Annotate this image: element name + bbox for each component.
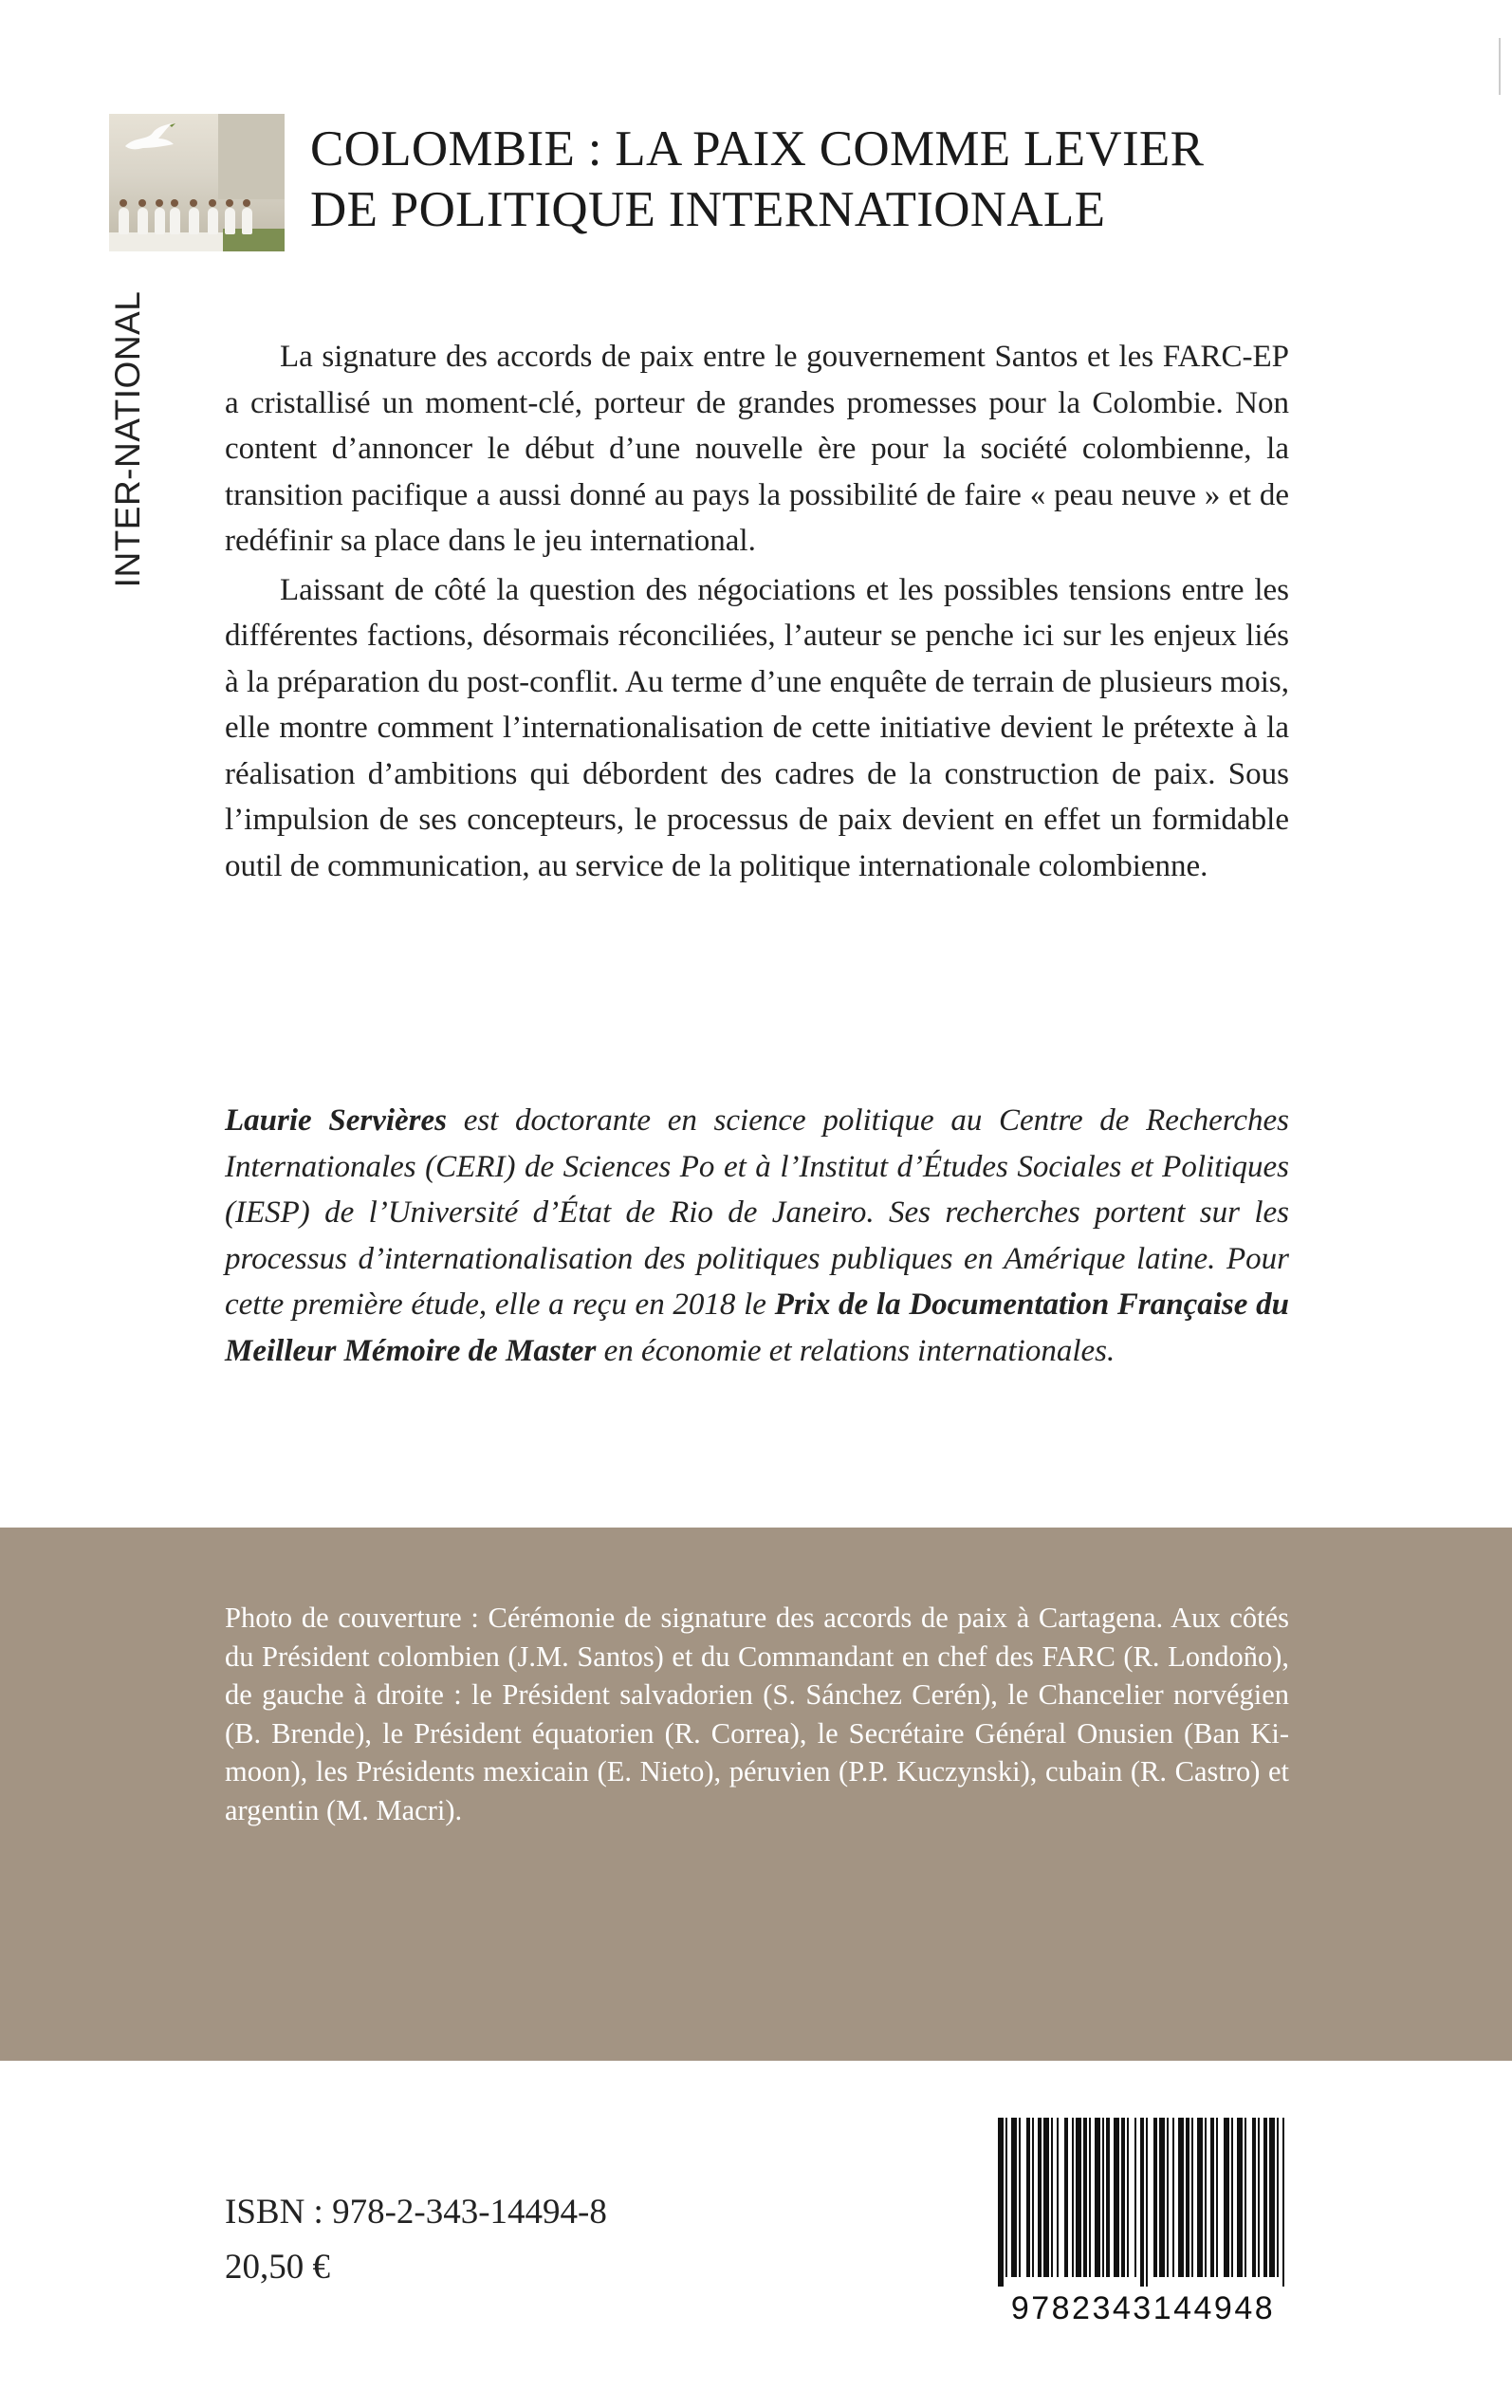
barcode-bar <box>1252 2118 1256 2277</box>
barcode-bar <box>1114 2118 1119 2277</box>
person-figure <box>225 208 235 234</box>
person-head <box>138 199 146 207</box>
summary-paragraph-2: Laissant de côté la question des négociations et les possibles tensions entre les différentes factions, désormais réconciliées, l’auteur se penche ici sur les enjeux liés à la préparation du post-conflit. Au terme d’une enquête de terrain de plusieurs mois, elle montre comment l’internationalisation de cette initiative devient le prétexte à la réalisation d’ambitions qui débordent des cadres de la construction de paix. Sous l’impulsion de ses concepteurs, le processus de paix devient en effet un formidable outil de communication, au service de la politique internationale colombienne. <box>225 572 1289 883</box>
book-summary <box>225 334 1289 889</box>
dove-icon <box>120 120 177 157</box>
barcode-bar <box>1089 2118 1091 2277</box>
barcode-bar <box>1153 2118 1157 2277</box>
book-title <box>310 119 1401 240</box>
barcode-bar <box>1269 2118 1275 2277</box>
barcode-bar <box>1019 2118 1021 2277</box>
person-head <box>226 199 233 207</box>
barcode-bar <box>1083 2118 1087 2277</box>
barcode-bar <box>1057 2118 1059 2277</box>
person-figure <box>155 208 165 234</box>
barcode <box>986 2118 1300 2331</box>
barcode-bar <box>1032 2118 1034 2277</box>
photo-caption: Photo de couverture : Cérémonie de signature des accords de paix à Cartagena. Aux côtés du Président colombien (J.M. Santos) et du Commandant en chef des FARC (R. Londoño), de gauche à droite : le Président salvadorien (S. Sánchez Cerén), le Chancelier norvégien (B. Brende), le Président équatorien (R. Correa), le Secrétaire Général Onusien (Ban Ki-moon), les Présidents mexicain (E. Nieto), péruvien (P.P. Kuczynski), cubain (R. Castro) et argentin (M. Macri). <box>225 1602 1289 1826</box>
series-label <box>100 270 157 607</box>
barcode-bar <box>1167 2118 1169 2277</box>
person-head <box>171 199 178 207</box>
summary-paragraph-1: La signature des accords de paix entre le gouvernement Santos et les FARC-EP a cristallisé un moment-clé, porteur de grandes promesses pour la Colombie. Non content d’annoncer le début d’une nouvelle ère pour la société colombienne, la transition pacifique a aussi donné au pays la possibilité de faire « peau neuve » et de redéfinir sa place dans le jeu international. <box>225 340 1289 558</box>
barcode-bar <box>1134 2118 1136 2277</box>
barcode-bar <box>1231 2118 1233 2277</box>
barcode-bar <box>1191 2118 1193 2277</box>
barcode-bar <box>1095 2118 1100 2277</box>
background-wall <box>218 114 285 199</box>
person-figure <box>242 208 252 234</box>
award-name: Prix de la Documentation Française du Meilleur Mémoire de Master <box>225 1287 1289 1368</box>
person-head <box>190 199 197 207</box>
series-label-text: INTER-NATIONAL <box>108 290 147 587</box>
book-title-line-1: COLOMBIE : LA PAIX COMME LEVIER <box>310 121 1205 176</box>
person-figure <box>189 208 199 234</box>
barcode-bar <box>1178 2118 1184 2277</box>
isbn: ISBN : 978-2-343-14494-8 <box>225 2193 607 2232</box>
author-bio-text-1: est doctorante en science politique au Centre de Recherches Internationales (CERI) de Sciences Po et à l’Institut d’Études Sociales et Politiques (IESP) de l’Université d’État de Rio de Janeiro. Ses recherches portent sur les processus d’internationalisation des politiques publiques en Amérique latine. Pour cette première étude, elle a reçu en 2018 le <box>225 1103 1289 1322</box>
barcode-number: 9782343144948 <box>1010 2290 1276 2326</box>
barcode-bar <box>1140 2118 1144 2287</box>
book-title-line-2: DE POLITIQUE INTERNATIONALE <box>310 182 1106 237</box>
barcode-bar <box>1072 2118 1074 2277</box>
barcode-bar <box>998 2118 1004 2287</box>
barcode-bar <box>1159 2118 1165 2277</box>
barcode-bar <box>1224 2118 1229 2277</box>
person-head <box>243 199 250 207</box>
crop-mark <box>1499 38 1501 95</box>
barcode-bars <box>996 2118 1290 2287</box>
barcode-bar <box>1121 2118 1125 2277</box>
barcode-bar <box>1043 2118 1049 2277</box>
barcode-bar <box>1064 2118 1068 2277</box>
barcode-bar <box>1102 2118 1104 2277</box>
barcode-bar <box>1026 2118 1030 2277</box>
barcode-bar <box>1011 2118 1017 2277</box>
barcode-bar <box>1186 2118 1189 2277</box>
barcode-bar <box>1263 2118 1267 2277</box>
barcode-bar <box>1258 2118 1260 2277</box>
barcode-bar <box>1106 2118 1110 2277</box>
person-figure <box>119 208 129 234</box>
barcode-bar <box>1245 2118 1246 2277</box>
barcode-bar <box>1038 2118 1042 2277</box>
price: 20,50 € <box>225 2248 330 2287</box>
barcode-bar <box>1146 2118 1148 2287</box>
person-figure <box>170 208 180 234</box>
barcode-bar <box>1051 2118 1053 2277</box>
person-head <box>120 199 127 207</box>
barcode-bar <box>1127 2118 1129 2277</box>
barcode-bar <box>1210 2118 1214 2277</box>
barcode-bar <box>1005 2118 1007 2277</box>
person-figure <box>138 208 148 234</box>
barcode-bar <box>1172 2118 1174 2277</box>
barcode-bar <box>1197 2118 1203 2277</box>
person-head <box>209 199 216 207</box>
barcode-bar <box>1216 2118 1218 2277</box>
barcode-bar <box>1277 2118 1279 2277</box>
barcode-bar <box>1205 2118 1207 2277</box>
barcode-bar <box>1237 2118 1243 2277</box>
cover-photo-thumbnail <box>109 114 285 251</box>
barcode-bar <box>1076 2118 1081 2277</box>
person-head <box>156 199 163 207</box>
author-bio <box>225 1098 1289 1374</box>
author-bio-text-2: en économie et relations internationales. <box>596 1333 1116 1368</box>
person-figure <box>208 208 218 234</box>
barcode-bar <box>1282 2118 1284 2287</box>
author-name: Laurie Servières <box>225 1103 447 1138</box>
